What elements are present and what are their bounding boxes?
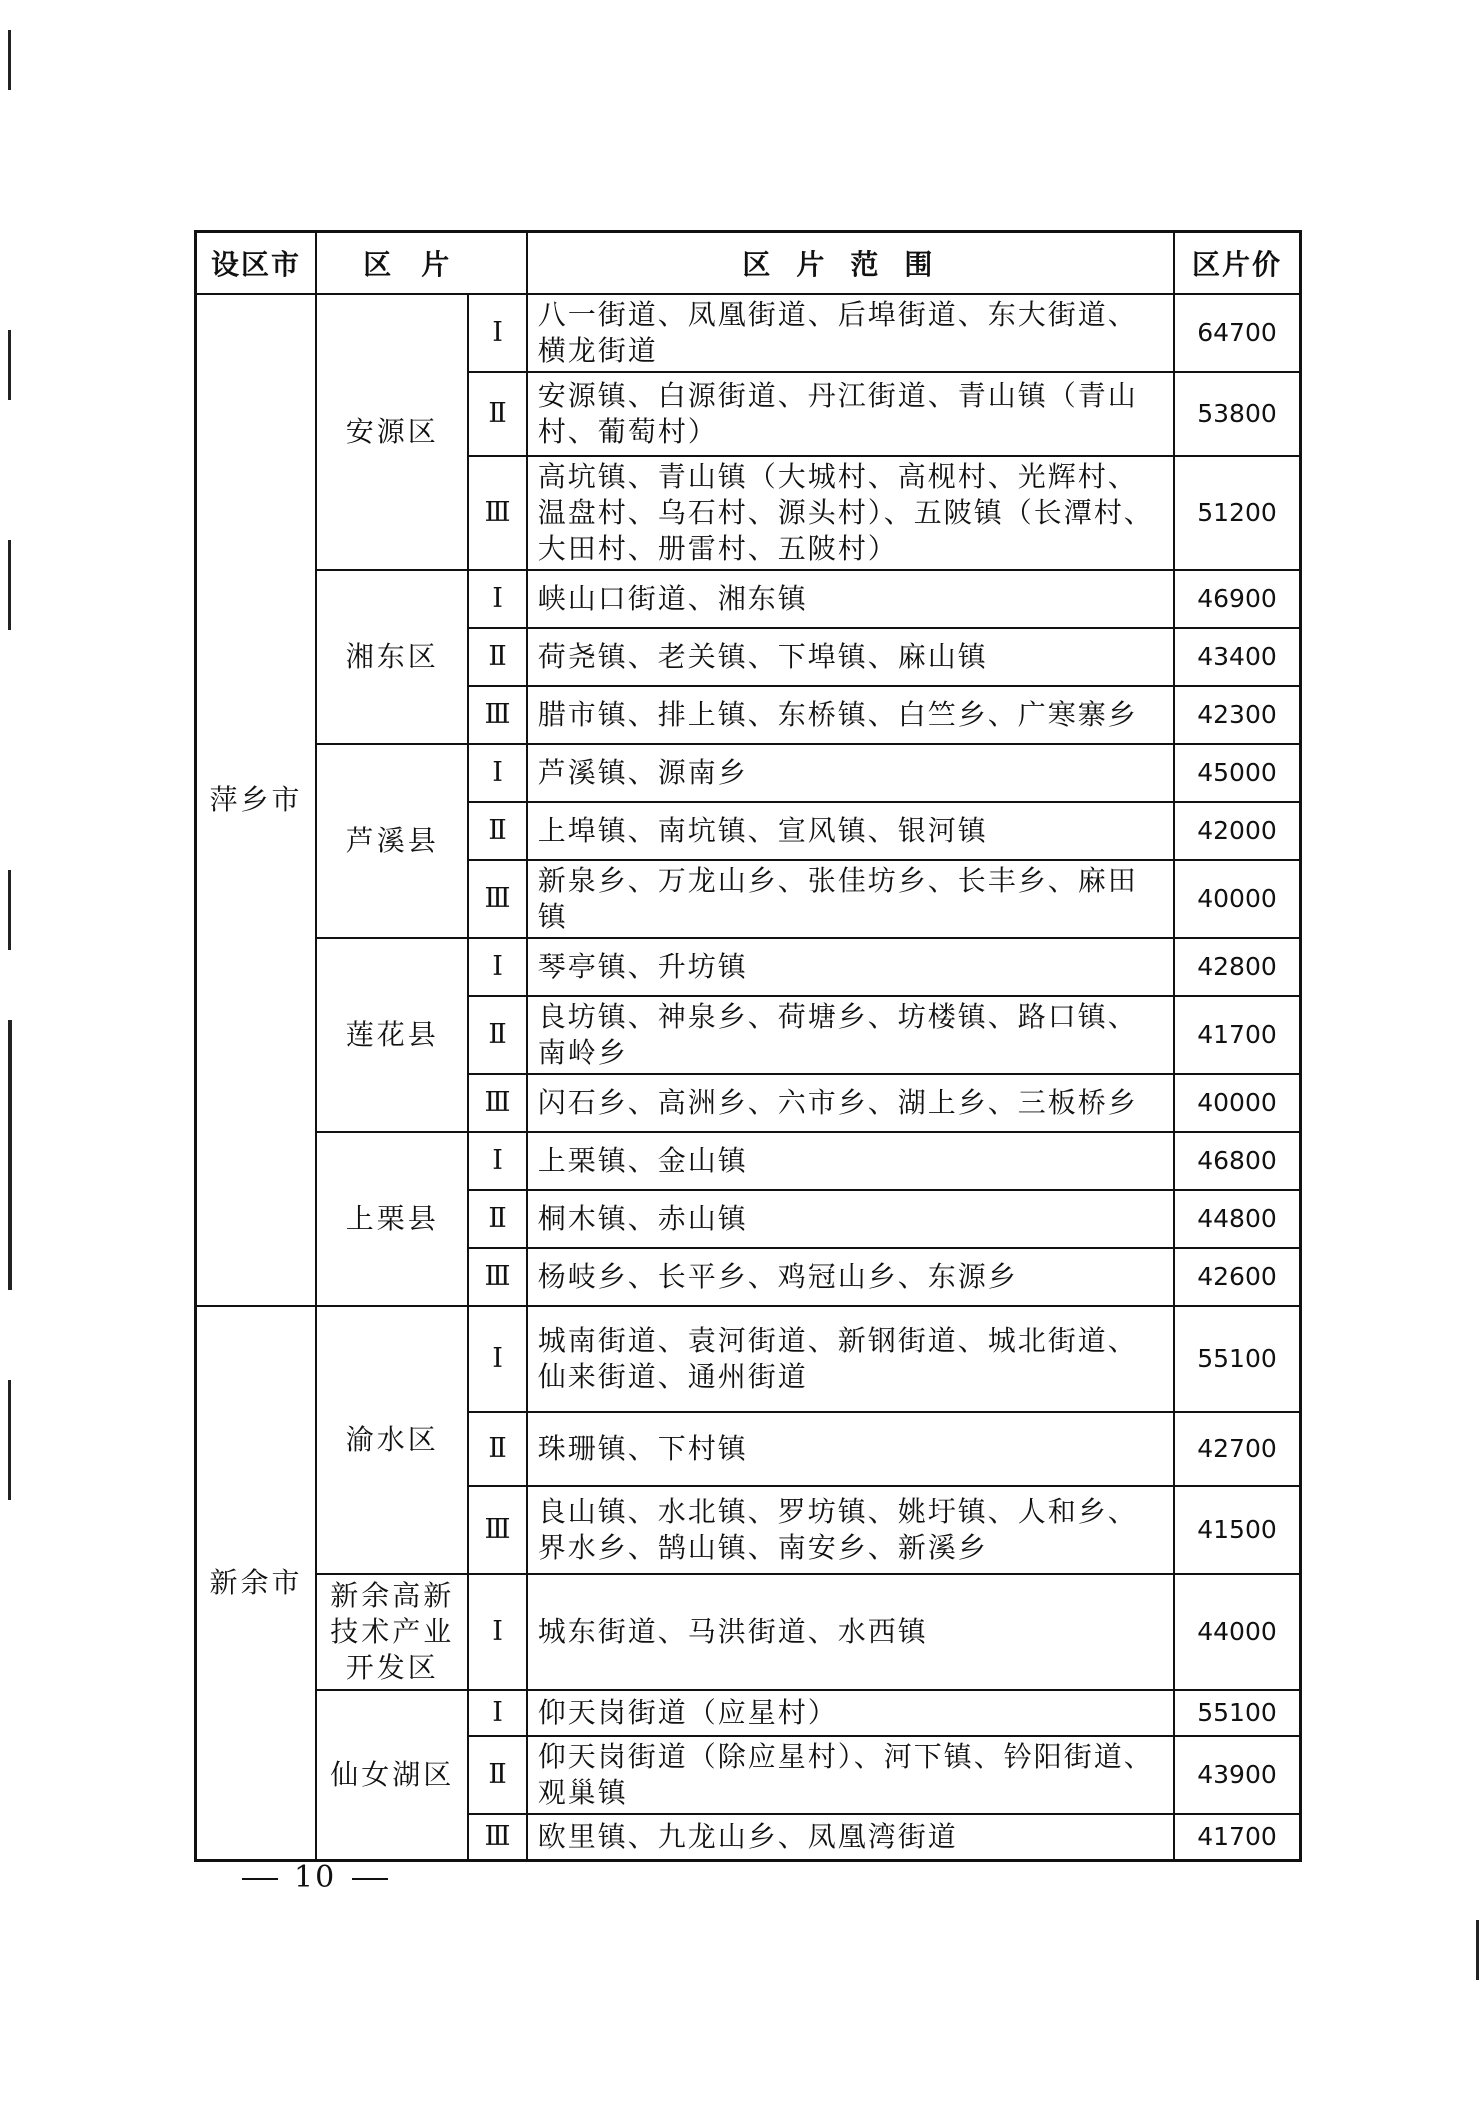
price-cell: 64700: [1174, 294, 1300, 372]
level-cell: Ⅱ: [468, 1412, 526, 1486]
scope-cell: 闪石乡、高洲乡、六市乡、湖上乡、三板桥乡: [527, 1074, 1174, 1132]
scope-cell: 珠珊镇、下村镇: [527, 1412, 1174, 1486]
district-cell: 芦溪县: [316, 744, 469, 938]
table-row: [196, 744, 1301, 802]
scope-cell: 仰天岗街道（应星村）: [527, 1690, 1174, 1736]
scope-cell: 桐木镇、赤山镇: [527, 1190, 1174, 1248]
price-cell: 42600: [1174, 1248, 1300, 1306]
district-cell: 新余高新技术产业开发区: [316, 1574, 469, 1690]
level-cell: Ⅰ: [468, 744, 526, 802]
header-scope: 区片范围: [527, 232, 1174, 295]
district-cell: 渝水区: [316, 1306, 469, 1574]
scope-cell: 芦溪镇、源南乡: [527, 744, 1174, 802]
scope-cell: 上埠镇、南坑镇、宣风镇、银河镇: [527, 802, 1174, 860]
table-row: [196, 1690, 1301, 1736]
header-city: 设区市: [196, 232, 316, 295]
table-row: [196, 1574, 1301, 1690]
level-cell: Ⅱ: [468, 1736, 526, 1814]
table-body: [196, 294, 1301, 1860]
scope-cell: 峡山口街道、湘东镇: [527, 570, 1174, 628]
page-number-dash-right: [352, 1878, 388, 1880]
table-row: [196, 570, 1301, 628]
price-cell: 45000: [1174, 744, 1300, 802]
level-cell: Ⅲ: [468, 1074, 526, 1132]
scope-cell: 城南街道、袁河街道、新钢街道、城北街道、仙来街道、通州街道: [527, 1306, 1174, 1412]
district-cell: 上栗县: [316, 1132, 469, 1306]
scope-cell: 上栗镇、金山镇: [527, 1132, 1174, 1190]
level-cell: Ⅰ: [468, 1574, 526, 1690]
price-cell: 51200: [1174, 456, 1300, 570]
city-cell: 新余市: [196, 1306, 316, 1860]
page-number: [226, 1860, 404, 1895]
scope-cell: 荷尧镇、老关镇、下埠镇、麻山镇: [527, 628, 1174, 686]
page-number-dash-left: [242, 1878, 278, 1880]
scope-cell: 新泉乡、万龙山乡、张佳坊乡、长丰乡、麻田镇: [527, 860, 1174, 938]
district-cell: 安源区: [316, 294, 469, 570]
district-cell: 仙女湖区: [316, 1690, 469, 1860]
city-cell: 萍乡市: [196, 294, 316, 1306]
land-zone-price-table: [194, 230, 1302, 1862]
district-cell: 湘东区: [316, 570, 469, 744]
level-cell: Ⅰ: [468, 938, 526, 996]
table-row: [196, 294, 1301, 372]
price-cell: 42300: [1174, 686, 1300, 744]
price-cell: 46800: [1174, 1132, 1300, 1190]
price-cell: 55100: [1174, 1306, 1300, 1412]
district-cell: 莲花县: [316, 938, 469, 1132]
level-cell: Ⅱ: [468, 1190, 526, 1248]
scan-edge-mark: [1476, 1920, 1479, 1980]
scan-edge-mark: [8, 1020, 12, 1290]
level-cell: Ⅰ: [468, 1306, 526, 1412]
scope-cell: 欧里镇、九龙山乡、凤凰湾街道: [527, 1814, 1174, 1860]
scan-edge-mark: [8, 30, 11, 90]
scope-cell: 城东街道、马洪街道、水西镇: [527, 1574, 1174, 1690]
price-cell: 41700: [1174, 1814, 1300, 1860]
table-row: [196, 1132, 1301, 1190]
scan-edge-mark: [8, 1380, 11, 1500]
scope-cell: 仰天岗街道（除应星村）、河下镇、钤阳街道、观巢镇: [527, 1736, 1174, 1814]
header-price: 区片价: [1174, 232, 1300, 295]
level-cell: Ⅰ: [468, 1690, 526, 1736]
table-row: [196, 1306, 1301, 1412]
price-cell: 42800: [1174, 938, 1300, 996]
level-cell: Ⅱ: [468, 996, 526, 1074]
header-row: [196, 232, 1301, 295]
price-cell: 41700: [1174, 996, 1300, 1074]
level-cell: Ⅲ: [468, 1248, 526, 1306]
scope-cell: 八一街道、凤凰街道、后埠街道、东大街道、横龙街道: [527, 294, 1174, 372]
price-cell: 53800: [1174, 372, 1300, 456]
scope-cell: 良坊镇、神泉乡、荷塘乡、坊楼镇、路口镇、南岭乡: [527, 996, 1174, 1074]
level-cell: Ⅱ: [468, 802, 526, 860]
price-cell: 42000: [1174, 802, 1300, 860]
level-cell: Ⅲ: [468, 456, 526, 570]
scope-cell: 高坑镇、青山镇（大城村、高枧村、光辉村、温盘村、乌石村、源头村）、五陂镇（长潭村、大田村、册雷村、五陂村）: [527, 456, 1174, 570]
scan-edge-mark: [8, 330, 11, 400]
level-cell: Ⅲ: [468, 686, 526, 744]
price-cell: 43400: [1174, 628, 1300, 686]
level-cell: Ⅱ: [468, 628, 526, 686]
price-cell: 42700: [1174, 1412, 1300, 1486]
scope-cell: 杨岐乡、长平乡、鸡冠山乡、东源乡: [527, 1248, 1174, 1306]
price-cell: 40000: [1174, 860, 1300, 938]
header-zone: 区片: [316, 232, 527, 295]
price-cell: 46900: [1174, 570, 1300, 628]
level-cell: Ⅰ: [468, 570, 526, 628]
level-cell: Ⅲ: [468, 860, 526, 938]
price-cell: 55100: [1174, 1690, 1300, 1736]
level-cell: Ⅰ: [468, 1132, 526, 1190]
level-cell: Ⅲ: [468, 1486, 526, 1574]
page-number-value: 10: [294, 1860, 337, 1895]
price-cell: 40000: [1174, 1074, 1300, 1132]
level-cell: Ⅱ: [468, 372, 526, 456]
scope-cell: 安源镇、白源街道、丹江街道、青山镇（青山村、葡萄村）: [527, 372, 1174, 456]
price-cell: 41500: [1174, 1486, 1300, 1574]
scope-cell: 琴亭镇、升坊镇: [527, 938, 1174, 996]
scan-edge-mark: [8, 540, 11, 630]
level-cell: Ⅰ: [468, 294, 526, 372]
scope-cell: 腊市镇、排上镇、东桥镇、白竺乡、广寒寨乡: [527, 686, 1174, 744]
price-cell: 44000: [1174, 1574, 1300, 1690]
price-cell: 43900: [1174, 1736, 1300, 1814]
level-cell: Ⅲ: [468, 1814, 526, 1860]
price-cell: 44800: [1174, 1190, 1300, 1248]
table-row: [196, 938, 1301, 996]
scan-edge-mark: [8, 870, 11, 950]
scope-cell: 良山镇、水北镇、罗坊镇、姚圩镇、人和乡、界水乡、鹄山镇、南安乡、新溪乡: [527, 1486, 1174, 1574]
